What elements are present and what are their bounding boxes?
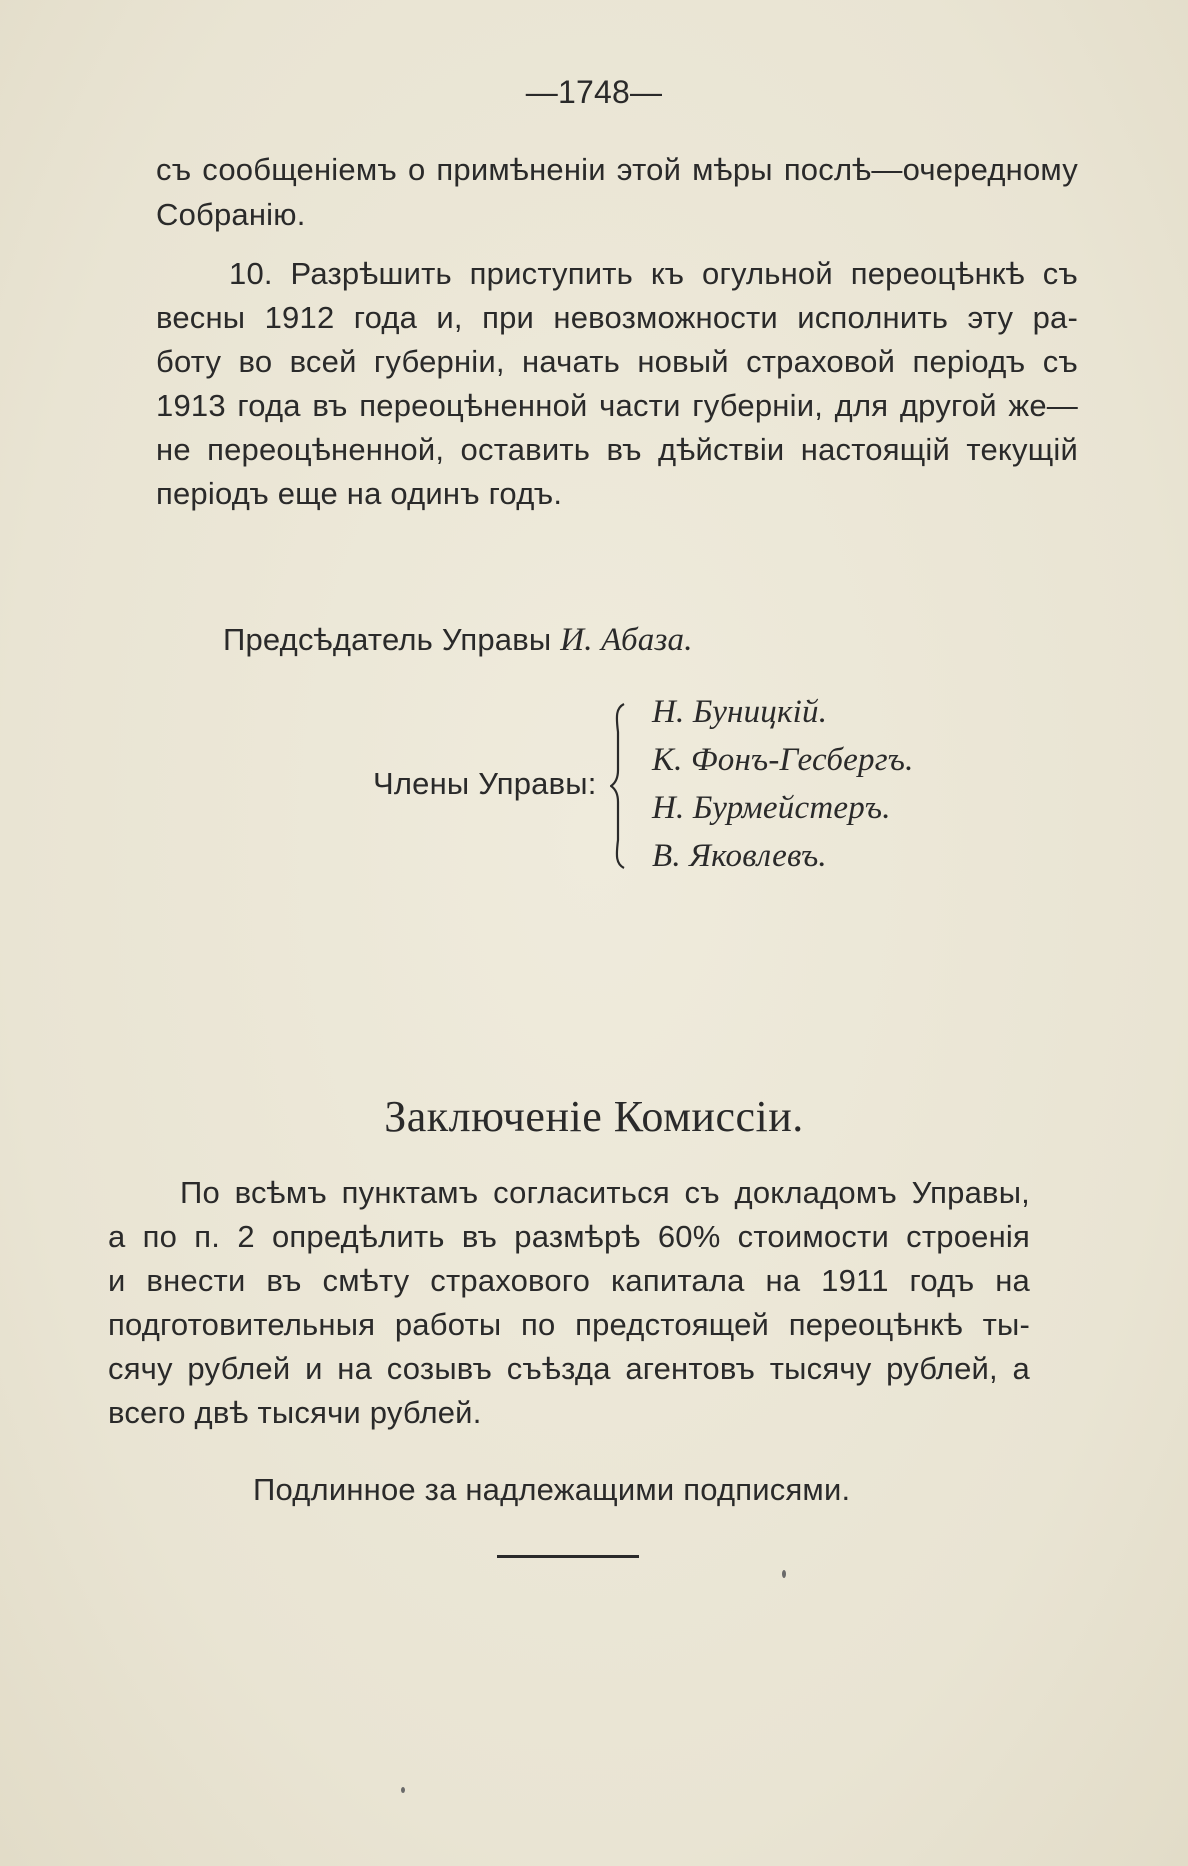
chairman-signature (223, 620, 693, 660)
text-line: сячу рублей и на созывъ съѣзда агентовъ тысячу рублей, а (108, 1351, 1030, 1386)
text-line: боту во всей губерніи, начать новый страховой періодъ съ (156, 344, 1078, 379)
conclusion-heading: Заключеніе Комиссіи. (384, 1092, 804, 1141)
text-line: періодъ еще на одинъ годъ. (156, 476, 563, 511)
text-line: а по п. 2 опредѣлить въ размѣрѣ 60% стоимости строенія (108, 1219, 1030, 1254)
text-line: весны 1912 года и, при невозможности исполнить эту ра- (156, 300, 1078, 335)
member-name: Н. Буницкій. (652, 694, 828, 730)
chairman-name: И. Абаза. (560, 622, 693, 658)
text-line: съ сообщеніемъ о примѣненіи этой мѣры послѣ—очередному (156, 152, 1078, 187)
closing-note: Подлинное за надлежащими подписями. (253, 1472, 851, 1507)
text-line: не переоцѣненной, оставить въ дѣйствіи настоящій текущій (156, 432, 1078, 467)
ink-speck (401, 1787, 405, 1793)
members-label: Члены Управы: (373, 766, 597, 801)
chairman-label: Предсѣдатель Управы (223, 622, 552, 657)
text-line: 1913 года въ переоцѣненной части губерніи, для другой же— (156, 388, 1078, 423)
member-name: В. Яковлевъ. (652, 838, 827, 874)
text-line: По всѣмъ пунктамъ согласиться съ докладомъ Управы, (180, 1175, 1030, 1210)
text-line: всего двѣ тысячи рублей. (108, 1395, 482, 1430)
curly-brace-icon (610, 702, 628, 870)
closing-rule (497, 1555, 639, 1558)
text-line: Собранію. (156, 197, 306, 232)
page-number: —1748— (525, 74, 663, 110)
ink-speck (782, 1570, 786, 1578)
member-name: Н. Бурмейстеръ. (652, 790, 891, 826)
text-line: и внести въ смѣту страхового капитала на 1911 годъ на (108, 1263, 1030, 1298)
text-line: подготовительныя работы по предстоящей переоцѣнкѣ ты- (108, 1307, 1030, 1342)
text-line: 10. Разрѣшить приступить къ огульной переоцѣнкѣ съ (229, 256, 1078, 291)
member-name: К. Фонъ-Гесбергъ. (652, 742, 914, 778)
